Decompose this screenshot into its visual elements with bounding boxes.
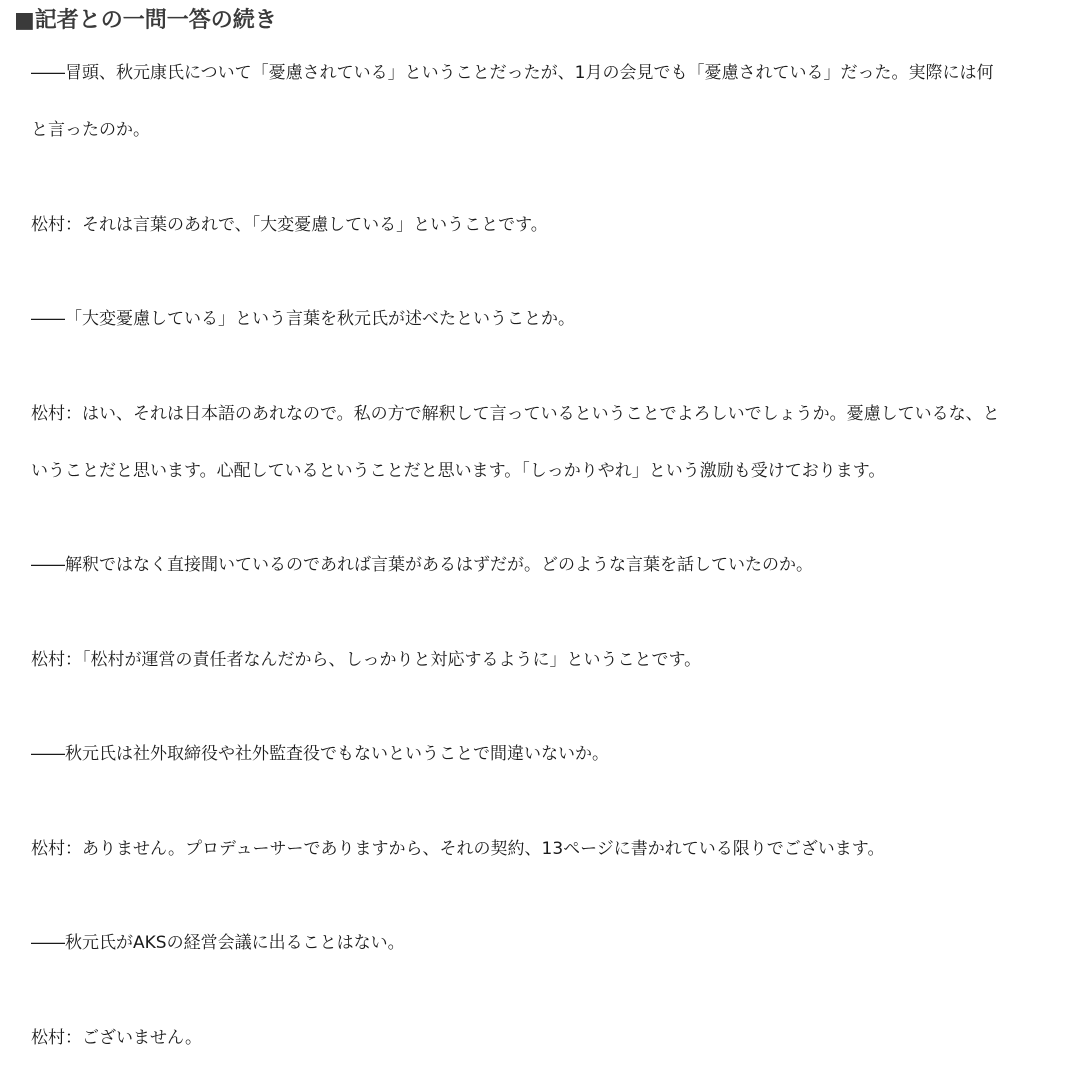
text-line: ――秋元氏は社外取締役や社外監査役でもないということで間違いないか。 [31, 744, 609, 764]
section-heading: ■記者との一問一答の続き [14, 8, 277, 33]
text-line: ――秋元氏がAKSの経営会議に出ることはない。 [31, 933, 405, 953]
answer-paragraph [31, 197, 1055, 254]
text-line: 松村：ありません。プロデューサーでありますから、それの契約、13ページに書かれている限りでございます。 [31, 838, 885, 859]
text-line: と言ったのか。 [31, 120, 150, 140]
article-body [31, 45, 1055, 1067]
answer-paragraph [31, 632, 1055, 689]
text-line: 松村：それは言葉のあれで、「大変憂慮している」ということです。 [31, 214, 548, 235]
text-line: ――冒頭、秋元康氏について「憂慮されている」ということだったが、1月の会見でも「憂慮されている」だった。実際には何 [31, 63, 994, 83]
text-line: 松村：「松村が運営の責任者なんだから、しっかりと対応するように」ということです。 [31, 649, 702, 670]
answer-paragraph [31, 1010, 1055, 1067]
answer-paragraph [31, 821, 1055, 878]
text-line: 松村：はい、それは日本語のあれなので。私の方で解釈して言っているということでよろしいでしょうか。憂慮しているな、と [31, 403, 1000, 424]
question-paragraph [31, 45, 1055, 159]
question-paragraph [31, 915, 1055, 972]
question-paragraph [31, 291, 1055, 348]
text-line: ――「大変憂慮している」という言葉を秋元氏が述べたということか。 [31, 309, 575, 329]
answer-paragraph [31, 386, 1055, 500]
question-paragraph [31, 726, 1055, 783]
text-line: ――解釈ではなく直接聞いているのであれば言葉があるはずだが。どのような言葉を話していたのか。 [31, 555, 813, 575]
text-line: いうことだと思います。心配しているということだと思います。「しっかりやれ」という激励も受けております。 [31, 460, 886, 481]
text-line: 松村：ございません。 [31, 1027, 203, 1048]
question-paragraph [31, 537, 1055, 594]
